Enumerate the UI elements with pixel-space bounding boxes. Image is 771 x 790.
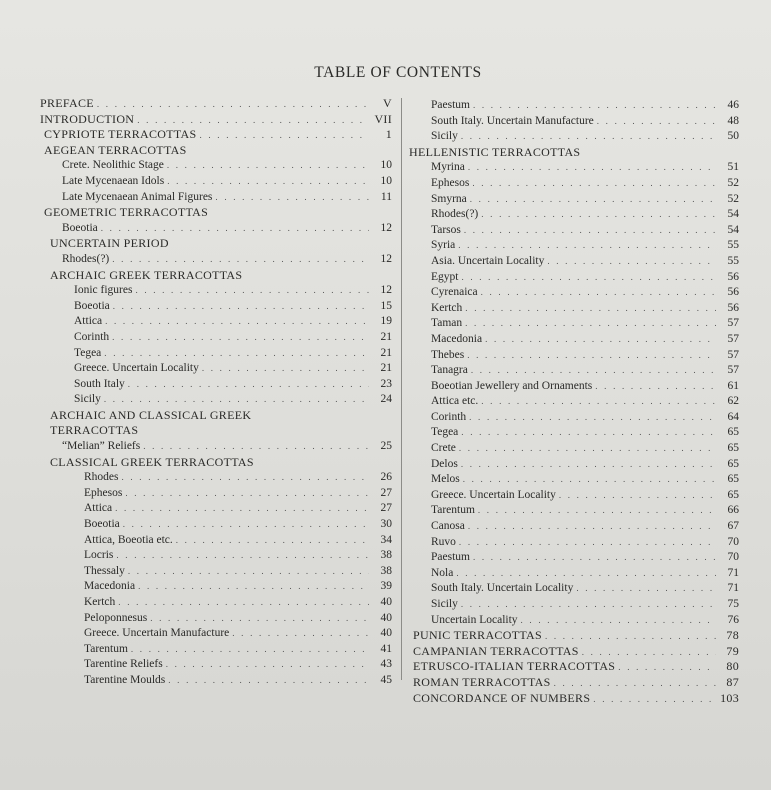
toc-page-number: 23: [380, 377, 392, 390]
toc-entry: [409, 176, 739, 192]
toc-page-number: 25: [380, 440, 392, 453]
dot-leader: [481, 207, 716, 223]
toc-page-number: 51: [727, 161, 739, 174]
toc-page-number: 87: [726, 674, 739, 689]
toc-entry-label: UNCERTAIN PERIOD: [50, 236, 169, 251]
toc-entry: [409, 379, 739, 395]
toc-page-number: 38: [380, 564, 392, 577]
dot-leader: [461, 457, 716, 473]
toc-entry: [409, 238, 739, 254]
toc-entry: [40, 377, 392, 393]
dot-leader: [467, 348, 716, 364]
toc-entry-label: Tegea: [74, 346, 102, 359]
dot-leader: [521, 613, 716, 629]
dot-leader: [559, 488, 716, 504]
toc-entry-label: “Melian” Reliefs: [62, 440, 141, 453]
toc-entry: [40, 221, 392, 237]
toc-entry-label: CYPRIOTE TERRACOTTAS: [44, 127, 197, 142]
toc-entry-label: Asia. Uncertain Locality: [431, 254, 545, 267]
dot-leader: [469, 410, 716, 426]
toc-entry: [40, 564, 392, 580]
toc-page-number: 12: [380, 221, 392, 234]
toc-entry: [409, 613, 739, 629]
toc-entry-label: Paestum: [431, 99, 470, 111]
dot-leader: [166, 657, 369, 673]
dot-leader: [463, 472, 716, 488]
toc-entry-label: Thessaly: [84, 564, 125, 577]
dot-leader: [461, 597, 716, 613]
toc-page-number: 78: [726, 628, 739, 643]
toc-page-number: 21: [380, 330, 392, 343]
toc-entry: [40, 314, 392, 330]
dot-leader: [456, 566, 716, 582]
toc-entry: [40, 392, 392, 408]
dot-leader: [150, 611, 369, 627]
toc-entry: [409, 441, 739, 457]
toc-page-number: 66: [727, 504, 739, 517]
toc-section-heading: [40, 423, 392, 439]
toc-section-heading: [409, 659, 739, 675]
toc-page-number: 21: [380, 362, 392, 375]
toc-entry-label: CLASSICAL GREEK TERRACOTTAS: [50, 454, 254, 469]
toc-entry: [409, 285, 739, 301]
toc-entry-label: Taman: [431, 317, 463, 330]
toc-page-number: 62: [727, 395, 739, 408]
toc-page-number: 57: [727, 364, 739, 377]
toc-entry-label: South Italy. Uncertain Manufacture: [431, 114, 594, 127]
toc-entry: [409, 223, 739, 239]
toc-entry-label: Melos: [431, 473, 460, 486]
toc-entry: [40, 642, 392, 658]
toc-entry-label: Crete. Neolithic Stage: [62, 159, 164, 172]
toc-section-heading: [409, 691, 739, 707]
toc-entry-label: Greece. Uncertain Manufacture: [84, 627, 230, 640]
dot-leader: [138, 579, 369, 595]
toc-entry-label: South Italy. Uncertain Locality: [431, 582, 574, 595]
toc-entry: [409, 503, 739, 519]
toc-entry-label: Uncertain Locality: [431, 613, 518, 626]
toc-entry-label: INTRODUCTION: [40, 111, 135, 126]
dot-leader: [597, 114, 716, 130]
dot-leader: [122, 470, 370, 486]
toc-entry-label: ARCHAIC AND CLASSICAL GREEK: [50, 407, 252, 422]
toc-page-number: 56: [727, 270, 739, 283]
dot-leader: [128, 377, 369, 393]
toc-page-number: 50: [727, 130, 739, 143]
toc-page-number: 41: [380, 642, 392, 655]
toc-entry-label: Tarentum: [84, 642, 128, 655]
toc-entry: [409, 519, 739, 535]
toc-page-number: 27: [380, 486, 392, 499]
toc-entry-label: Rhodes(?): [62, 252, 110, 265]
dot-leader: [128, 564, 369, 580]
dot-leader: [143, 439, 369, 455]
toc-entry: [40, 174, 392, 190]
toc-entry-label: Macedonia: [84, 580, 136, 593]
toc-page-number: 103: [720, 690, 739, 705]
toc-page-number: 76: [727, 613, 739, 626]
toc-entry-label: Sicily: [74, 393, 101, 406]
toc-page-number: 71: [727, 582, 739, 595]
toc-entry-label: Boeotia: [62, 221, 98, 234]
dot-leader: [478, 503, 716, 519]
toc-entry-label: Greece. Uncertain Locality: [74, 362, 199, 375]
toc-page-number: 10: [380, 174, 392, 187]
toc-entry: [40, 299, 392, 315]
toc-page-number: 10: [380, 159, 392, 172]
toc-entry-label: Syria: [431, 239, 456, 252]
dot-leader: [461, 129, 716, 145]
toc-entry: [409, 192, 739, 208]
toc-page-number: 52: [727, 192, 739, 205]
dot-leader: [468, 160, 716, 176]
toc-page-number: 56: [727, 286, 739, 299]
toc-page-number: 40: [380, 627, 392, 640]
toc-entry: [409, 597, 739, 613]
dot-leader: [123, 517, 369, 533]
toc-entry: [40, 439, 392, 455]
dot-leader: [485, 332, 716, 348]
dot-leader: [105, 314, 369, 330]
toc-page-number: 56: [727, 301, 739, 314]
toc-entry-label: ETRUSCO-ITALIAN TERRACOTTAS: [413, 659, 616, 674]
dot-leader: [200, 128, 370, 144]
toc-page-number: 40: [380, 611, 392, 624]
dot-leader: [167, 174, 369, 190]
toc-section-heading: [40, 96, 392, 112]
toc-entry: [40, 657, 392, 673]
toc-page-number: 79: [726, 643, 739, 658]
toc-entry-label: Ephesos: [84, 486, 123, 499]
toc-entry: [40, 673, 392, 689]
toc-entry: [40, 579, 392, 595]
toc-entry: [40, 158, 392, 174]
toc-entry-label: PUNIC TERRACOTTAS: [413, 628, 542, 643]
toc-entry: [409, 457, 739, 473]
toc-entry: [40, 283, 392, 299]
toc-page-number: 11: [380, 190, 392, 203]
toc-entry-label: GEOMETRIC TERRACOTTAS: [44, 205, 209, 220]
dot-leader: [468, 519, 716, 535]
dot-leader: [595, 379, 716, 395]
toc-section-heading: [409, 145, 739, 161]
toc-entry-label: PREFACE: [40, 96, 94, 110]
toc-page-number: 52: [727, 176, 739, 189]
toc-entry-label: Tarentum: [431, 504, 475, 517]
dot-leader: [112, 330, 369, 346]
toc-entry-label: CONCORDANCE OF NUMBERS: [413, 690, 591, 705]
toc-page-number: 30: [380, 518, 392, 531]
toc-section-heading: [40, 127, 392, 143]
toc-entry: [409, 254, 739, 270]
toc-entry: [409, 394, 739, 410]
toc-section-heading: [40, 205, 392, 221]
dot-leader: [554, 676, 716, 692]
toc-entry-label: Sicily: [431, 130, 458, 143]
dot-leader: [137, 113, 369, 129]
toc-page-number: 71: [727, 566, 739, 579]
toc-entry-label: Ruvo: [431, 535, 456, 548]
toc-entry-label: Peloponnesus: [84, 611, 148, 624]
toc-page-number: 45: [380, 673, 392, 686]
toc-page-number: VII: [374, 111, 392, 126]
toc-page-number: 12: [380, 284, 392, 297]
toc-page-number: 57: [727, 348, 739, 361]
toc-page-number: 24: [380, 393, 392, 406]
toc-section-heading: [40, 143, 392, 159]
column-divider: [401, 98, 402, 680]
toc-entry: [409, 550, 739, 566]
dot-leader: [545, 629, 716, 645]
dot-leader: [118, 595, 369, 611]
toc-entry: [409, 566, 739, 582]
toc-page-number: 54: [727, 223, 739, 236]
dot-leader: [470, 192, 716, 208]
toc-entry: [409, 472, 739, 488]
toc-entry-label: Locris: [84, 549, 114, 562]
dot-leader: [131, 642, 369, 658]
dot-leader: [465, 316, 716, 332]
toc-entry: [409, 535, 739, 551]
dot-leader: [125, 486, 369, 502]
toc-entry: [40, 595, 392, 611]
toc-entry: [409, 129, 739, 145]
toc-page-number: 34: [380, 533, 392, 546]
toc-entry: [409, 316, 739, 332]
toc-entry: [40, 533, 392, 549]
toc-page-number: 39: [380, 580, 392, 593]
toc-page-number: 57: [727, 332, 739, 345]
toc-entry: [409, 581, 739, 597]
toc-page-number: 48: [727, 114, 739, 127]
toc-page-number: 21: [380, 346, 392, 359]
toc-entry: [409, 425, 739, 441]
toc-entry-label: Tanagra: [431, 364, 468, 377]
toc-section-heading: [409, 644, 739, 660]
toc-entry-label: Attica etc.: [431, 395, 479, 408]
toc-section-heading: [40, 236, 392, 252]
toc-page-number: 80: [726, 659, 739, 674]
dot-leader: [215, 190, 369, 206]
toc-entry-label: AEGEAN TERRACOTTAS: [44, 142, 187, 157]
dot-leader: [202, 361, 369, 377]
toc-entry-label: Attica: [74, 315, 103, 328]
dot-leader: [104, 392, 369, 408]
toc-entry-label: Late Mycenaean Animal Figures: [62, 190, 213, 203]
toc-entry: [40, 346, 392, 362]
toc-entry: [409, 160, 739, 176]
toc-right-column: [409, 98, 739, 706]
toc-section-heading: [40, 268, 392, 284]
toc-entry-label: Rhodes: [84, 471, 119, 484]
toc-entry-label: Macedonia: [431, 332, 483, 345]
toc-entry-label: Paestum: [431, 551, 470, 564]
toc-entry-label: Ionic figures: [74, 284, 133, 297]
toc-page-number: 12: [380, 252, 392, 265]
toc-entry: [409, 410, 739, 426]
dot-leader: [481, 285, 716, 301]
toc-entry-label: Tarentine Moulds: [84, 673, 166, 686]
toc-entry: [40, 486, 392, 502]
toc-entry-label: Canosa: [431, 520, 465, 533]
toc-entry-label: Sicily: [431, 598, 458, 610]
toc-entry: [40, 361, 392, 377]
toc-page-number: 15: [380, 299, 392, 312]
toc-section-heading: [40, 455, 392, 471]
toc-entry: [40, 470, 392, 486]
dot-leader: [97, 97, 369, 113]
dot-leader: [116, 548, 369, 564]
dot-leader: [593, 692, 716, 708]
toc-page-number: 65: [727, 488, 739, 501]
dot-leader: [618, 660, 716, 676]
toc-entry-label: CAMPANIAN TERRACOTTAS: [413, 643, 579, 658]
toc-page-number: 43: [380, 658, 392, 671]
toc-entry: [409, 98, 739, 114]
toc-page-number: 67: [727, 520, 739, 533]
toc-entry-label: Egypt: [431, 270, 459, 283]
toc-entry: [40, 190, 392, 206]
toc-section-heading: [409, 675, 739, 691]
dot-leader: [582, 645, 716, 661]
dot-leader: [465, 301, 716, 317]
toc-section-heading: [40, 112, 392, 128]
toc-entry-label: Thebes: [431, 348, 465, 361]
dot-leader: [461, 270, 716, 286]
toc-entry-label: Corinth: [74, 330, 110, 343]
toc-entry-label: Attica, Boeotia etc.: [84, 533, 173, 546]
toc-page-number: 65: [727, 426, 739, 439]
toc-page-number: 65: [727, 457, 739, 470]
toc-entry: [40, 330, 392, 346]
toc-entry-label: Cyrenaica: [431, 286, 478, 299]
toc-entry-label: Rhodes(?): [431, 208, 479, 221]
toc-entry: [409, 301, 739, 317]
toc-entry-label: Tarentine Reliefs: [84, 658, 163, 671]
dot-leader: [481, 394, 716, 410]
toc-entry-label: Boeotia: [74, 299, 110, 312]
dot-leader: [135, 283, 369, 299]
toc-page-number: 40: [380, 596, 392, 608]
toc-entry: [40, 548, 392, 564]
dot-leader: [101, 221, 369, 237]
toc-entry-label: Boeotia: [84, 518, 120, 531]
toc-page-number: 61: [727, 379, 739, 392]
dot-leader: [176, 533, 369, 549]
toc-entry: [409, 348, 739, 364]
toc-page-number: 70: [727, 551, 739, 564]
dot-leader: [473, 98, 716, 114]
dot-leader: [471, 363, 716, 379]
toc-entry: [40, 611, 392, 627]
toc-entry-label: Smyrna: [431, 192, 467, 205]
toc-page-number: 26: [380, 471, 392, 484]
dot-leader: [461, 425, 716, 441]
toc-entry: [409, 363, 739, 379]
toc-entry-label: Tarsos: [431, 223, 461, 236]
toc-entry-label: Boeotian Jewellery and Ornaments: [431, 379, 593, 392]
toc-entry-label: HELLENISTIC TERRACOTTAS: [409, 144, 581, 159]
toc-page-number: 55: [727, 254, 739, 267]
toc-entry-label: Kertch: [431, 301, 463, 314]
toc-entry-label: Late Mycenaean Idols: [62, 174, 165, 187]
dot-leader: [458, 238, 716, 254]
toc-entry: [40, 501, 392, 517]
dot-leader: [113, 299, 369, 315]
dot-leader: [168, 673, 369, 689]
toc-page-number: V: [383, 96, 392, 110]
toc-entry: [409, 207, 739, 223]
dot-leader: [459, 535, 716, 551]
toc-left-column: [40, 96, 392, 689]
toc-entry-label: Attica: [84, 502, 113, 515]
toc-entry-label: South Italy: [74, 377, 125, 390]
toc-section-heading: [409, 628, 739, 644]
toc-entry: [40, 517, 392, 533]
toc-page-number: 46: [727, 99, 739, 111]
toc-page-number: 75: [727, 598, 739, 610]
toc-page-number: 54: [727, 208, 739, 221]
toc-page-number: 27: [380, 502, 392, 515]
toc-page-number: 57: [727, 317, 739, 330]
toc-entry: [409, 270, 739, 286]
toc-entry-label: ARCHAIC GREEK TERRACOTTAS: [50, 267, 243, 282]
toc-entry-label: Kertch: [84, 596, 116, 608]
toc-entry-label: Delos: [431, 457, 458, 470]
dot-leader: [576, 581, 716, 597]
dot-leader: [112, 252, 369, 268]
dot-leader: [459, 441, 716, 457]
toc-entry-label: ROMAN TERRACOTTAS: [413, 674, 551, 689]
toc-entry-label: Crete: [431, 442, 456, 455]
toc-entry: [40, 626, 392, 642]
dot-leader: [473, 550, 716, 566]
toc-page-number: 38: [380, 549, 392, 562]
toc-page-number: 70: [727, 535, 739, 548]
dot-leader: [472, 176, 716, 192]
dot-leader: [115, 501, 369, 517]
toc-entry-label: Tegea: [431, 426, 459, 439]
toc-entry: [409, 114, 739, 130]
toc-page-number: 65: [727, 442, 739, 455]
toc-entry-label: Nola: [431, 566, 454, 579]
dot-leader: [232, 626, 369, 642]
toc-page-number: 1: [385, 127, 392, 142]
toc-entry: [409, 488, 739, 504]
toc-entry: [40, 252, 392, 268]
toc-entry-label: TERRACOTTAS: [50, 423, 139, 438]
toc-page-number: 64: [727, 410, 739, 423]
toc-entry-label: Greece. Uncertain Locality: [431, 488, 556, 501]
toc-page-number: 19: [380, 315, 392, 328]
toc-entry-label: Corinth: [431, 410, 467, 423]
toc-entry-label: Ephesos: [431, 176, 470, 189]
dot-leader: [104, 346, 369, 362]
page-title: TABLE OF CONTENTS: [314, 64, 482, 81]
toc-section-heading: [40, 408, 392, 424]
toc-entry: [409, 332, 739, 348]
dot-leader: [167, 158, 369, 174]
dot-leader: [547, 254, 716, 270]
toc-entry-label: Myrina: [431, 161, 465, 174]
toc-page-number: 55: [727, 239, 739, 252]
toc-page-number: 65: [727, 473, 739, 486]
dot-leader: [464, 223, 716, 239]
